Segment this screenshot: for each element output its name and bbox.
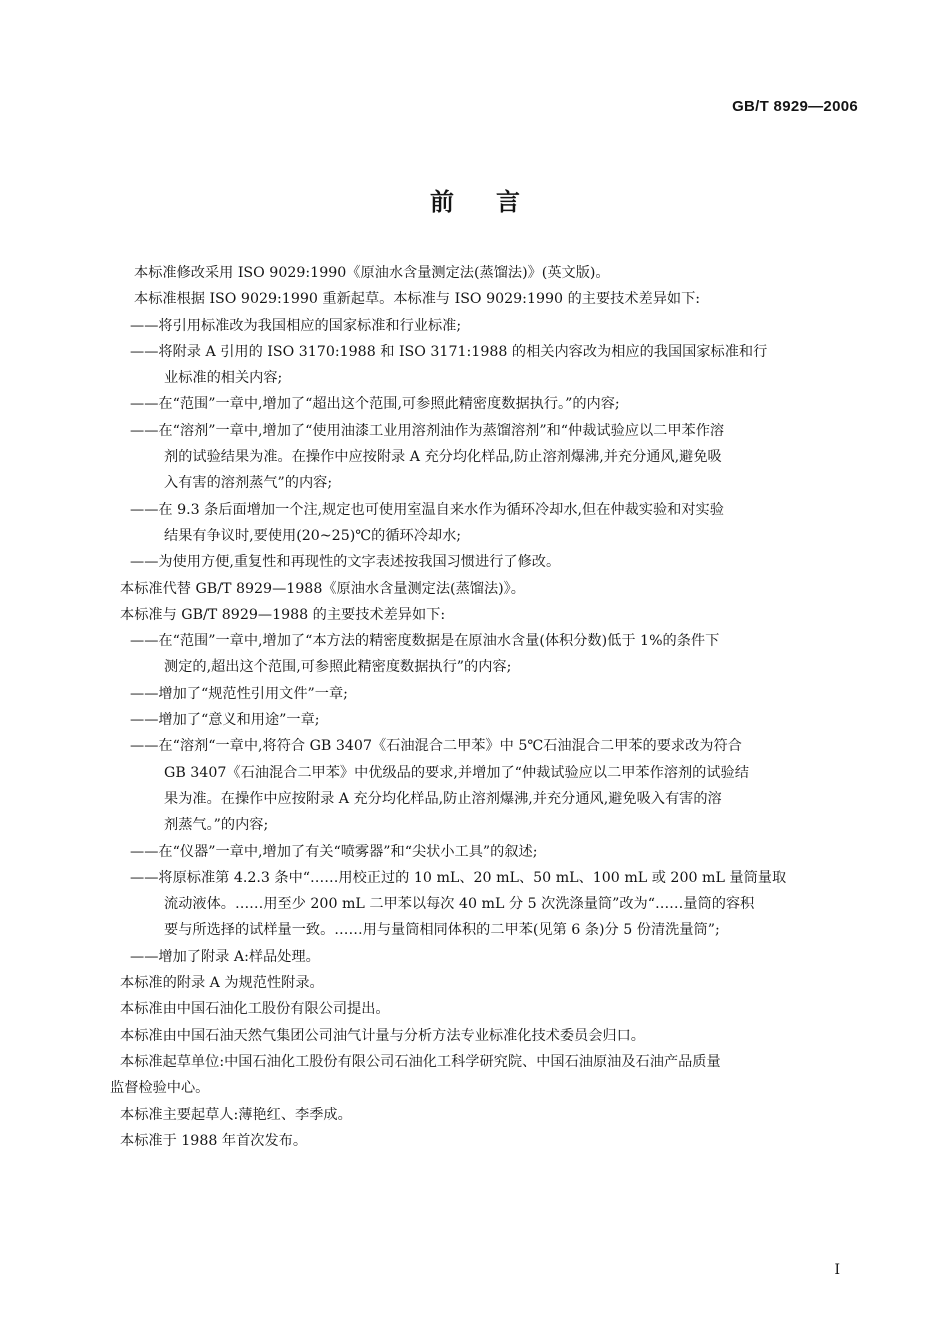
list-item-continuation: 业标准的相关内容; — [164, 370, 283, 387]
paragraph: 本标准由中国石油化工股份有限公司提出。 — [120, 1001, 390, 1018]
paragraph: 本标准起草单位:中国石油化工股份有限公司石油化工科学研究院、中国石油原油及石油产品质量 — [120, 1053, 721, 1070]
list-item: ——在“仪器”一章中,增加了有关“喷雾器”和“尖状小工具”的叙述; — [130, 843, 538, 860]
standard-code: GB/T 8929—2006 — [732, 98, 858, 115]
list-item: ——在“范围”一章中,增加了“超出这个范围,可参照此精密度数据执行。”的内容; — [130, 396, 620, 413]
paragraph: 本标准代替 GB/T 8929—1988《原油水含量测定法(蒸馏法)》。 — [120, 580, 525, 597]
list-item-continuation: GB 3407《石油混合二甲苯》中优级品的要求,并增加了“仲裁试验应以二甲苯作溶剂的试验结 — [164, 764, 749, 781]
list-item-continuation: 测定的,超出这个范围,可参照此精密度数据执行”的内容; — [164, 659, 512, 676]
document-body — [110, 260, 856, 1154]
list-item: ——增加了“规范性引用文件”一章; — [130, 685, 348, 702]
list-item: ——在“溶剂“一章中,将符合 GB 3407《石油混合二甲苯》中 5℃石油混合二甲苯的要求改为符合 — [130, 738, 742, 755]
list-item: ——在“溶剂”一章中,增加了“使用油漆工业用溶剂油作为蒸馏溶剂”和“仲裁试验应以二甲苯作溶 — [130, 422, 725, 439]
list-item-continuation: 流动液体。……用至少 200 mL 二甲苯以每次 40 mL 分 5 次洗涤量筒”改为“……量筒的容积 — [164, 896, 755, 913]
paragraph-continuation: 监督检验中心。 — [110, 1080, 210, 1097]
list-item: ——增加了附录 A:样品处理。 — [130, 948, 320, 965]
page-number: I — [834, 1262, 840, 1278]
list-item-continuation: 结果有争议时,要使用(20~25)℃的循环冷却水; — [164, 527, 462, 544]
page-title: 前言 — [430, 188, 562, 216]
list-item-continuation: 入有害的溶剂蒸气”的内容; — [164, 475, 333, 492]
paragraph: 本标准与 GB/T 8929—1988 的主要技术差异如下: — [120, 606, 446, 623]
list-item: ——将附录 A 引用的 ISO 3170:1988 和 ISO 3171:1988 的相关内容改为相应的我国国家标准和行 — [130, 343, 768, 360]
paragraph: 本标准于 1988 年首次发布。 — [120, 1132, 308, 1149]
paragraph: 本标准根据 ISO 9029:1990 重新起草。本标准与 ISO 9029:1990 的主要技术差异如下: — [134, 291, 701, 308]
list-item: ——将原标准第 4.2.3 条中“……用校正过的 10 mL、20 mL、50 mL、100 mL 或 200 mL 量筒量取 — [130, 869, 787, 886]
paragraph: 本标准主要起草人:薄艳红、李季成。 — [120, 1106, 352, 1123]
list-item-continuation: 剂蒸气。”的内容; — [164, 817, 269, 834]
list-item: ——将引用标准改为我国相应的国家标准和行业标准; — [130, 317, 462, 334]
list-item-continuation: 要与所选择的试样量一致。……用与量筒相同体积的二甲苯(见第 6 条)分 5 份清洗量筒”; — [164, 922, 720, 939]
list-item: ——增加了“意义和用途”一章; — [130, 712, 320, 729]
list-item-continuation: 果为准。在操作中应按附录 A 充分均化样品,防止溶剂爆沸,并充分通风,避免吸入有害的溶 — [164, 790, 722, 807]
list-item: ——在 9.3 条后面增加一个注,规定也可使用室温自来水作为循环冷却水,但在仲裁实验和对实验 — [130, 501, 724, 518]
paragraph: 本标准修改采用 ISO 9029:1990《原油水含量测定法(蒸馏法)》(英文版)。 — [134, 265, 610, 281]
list-item: ——在“范围”一章中,增加了“本方法的精密度数据是在原油水含量(体积分数)低于 1%的条件下 — [130, 633, 720, 650]
list-item: ——为使用方便,重复性和再现性的文字表述按我国习惯进行了修改。 — [130, 554, 561, 571]
list-item-continuation: 剂的试验结果为准。在操作中应按附录 A 充分均化样品,防止溶剂爆沸,并充分通风,避免吸 — [164, 449, 722, 466]
paragraph: 本标准的附录 A 为规范性附录。 — [120, 975, 324, 992]
paragraph: 本标准由中国石油天然气集团公司油气计量与分析方法专业标准化技术委员会归口。 — [120, 1027, 645, 1044]
